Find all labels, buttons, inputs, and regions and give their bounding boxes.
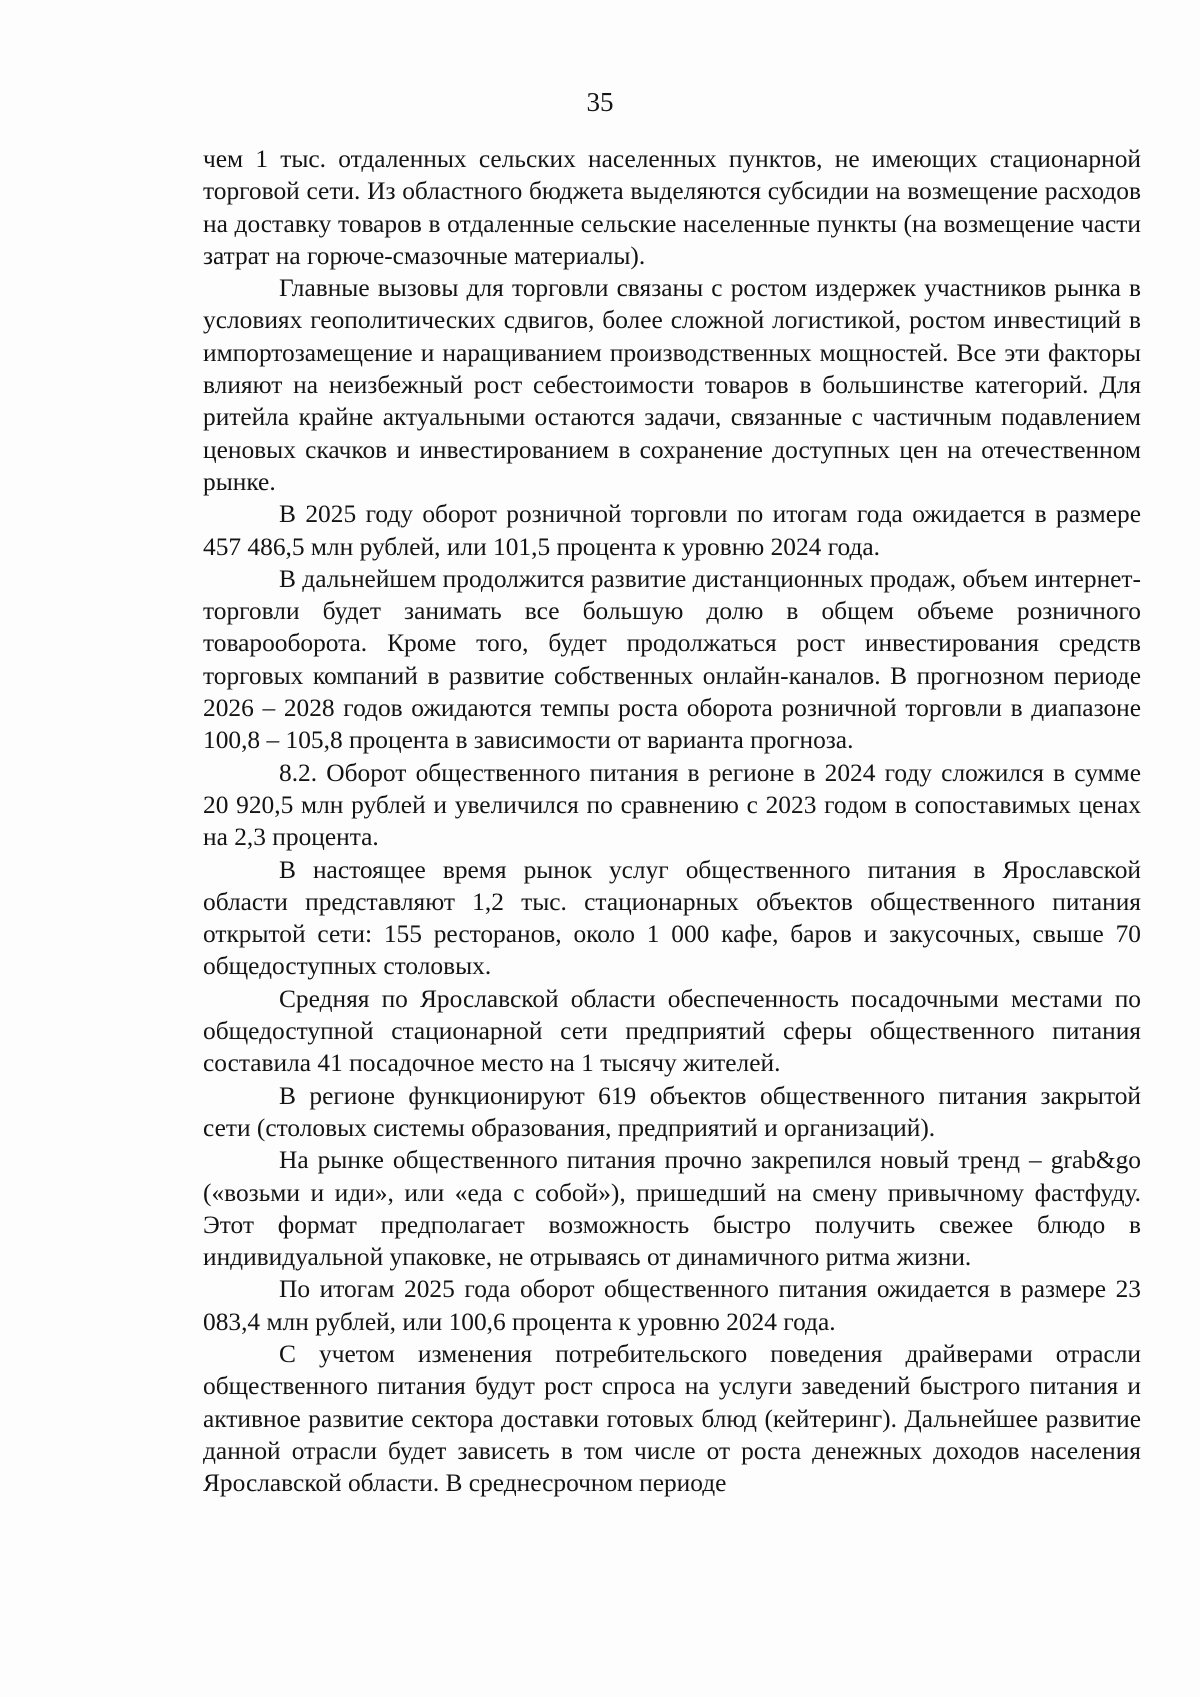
paragraph-catering-turnover-2024: 8.2. Оборот общественного питания в регионе в 2024 году сложился в сумме 20 920,5 млн рублей и увеличился по сравнению с 2023 годом в сопоставимых ценах на 2,3 процента.	[203, 758, 1141, 852]
paragraph-industry-drivers: С учетом изменения потребительского поведения драйверами отрасли общественного питания будут рост спроса на услуги заведений быстрого питания и активное развитие сектора доставки готовых блюд (кейтеринг). Дальнейшее развитие данной отрасли будет зависеть в том числе от роста денежных доходов населения Ярославской области. В среднесрочном периоде	[203, 1339, 1141, 1498]
paragraph-trade-challenges: Главные вызовы для торговли связаны с ростом издержек участников рынка в условиях геополитических сдвигов, более сложной логистикой, ростом инвестиций в импортозамещение и наращиванием производственных мощностей. Все эти факторы влияют на неизбежный рост себестоимости товаров в большинстве категорий. Для ритейла крайне актуальными остаются задачи, связанные с частичным подавлением ценовых скачков и инвестированием в сохранение доступных цен на отечественном рынке.	[203, 274, 1141, 496]
document-body	[203, 143, 1141, 1499]
paragraph-seating-provision: Средняя по Ярославской области обеспеченность посадочными местами по общедоступной стационарной сети предприятий сферы общественного питания составила 41 посадочное место на 1 тысячу жителей.	[203, 984, 1141, 1078]
paragraph-grab-and-go: На рынке общественного питания прочно закрепился новый тренд – grab&go («возьми и иди», или «еда с собой»), пришедший на смену привычному фастфуду. Этот формат предполагает возможность быстро получить свежее блюдо в индивидуальной упаковке, не отрываясь от динамичного ритма жизни.	[203, 1146, 1141, 1272]
paragraph-distance-sales: В дальнейшем продолжится развитие дистанционных продаж, объем интернет-торговли будет занимать все большую долю в общем объеме розничного товарооборота. Кроме того, будет продолжаться рост инвестирования средств торговых компаний в развитие собственных онлайн-каналов. В прогнозном периоде 2026 – 2028 годов ожидаются темпы роста оборота розничной торговли в диапазоне 100,8 – 105,8 процента в зависимости от варианта прогноза.	[203, 564, 1141, 755]
paragraph-catering-turnover-2025: По итогам 2025 года оборот общественного питания ожидается в размере 23 083,4 млн рублей, или 100,6 процента к уровню 2024 года.	[203, 1275, 1141, 1336]
paragraph-catering-market: В настоящее время рынок услуг общественного питания в Ярославской области представляют 1,2 тыс. стационарных объектов общественного питания открытой сети: 155 ресторанов, около 1 000 кафе, баров и закусочных, свыше 70 общедоступных столовых.	[203, 855, 1141, 981]
paragraph-rural-delivery: чем 1 тыс. отдаленных сельских населенных пунктов, не имеющих стационарной торговой сети. Из областного бюджета выделяются субсидии на возмещение расходов на доставку товаров в отдаленные сельские населенные пункты (на возмещение части затрат на горюче-смазочные материалы).	[203, 145, 1141, 270]
paragraph-closed-network: В регионе функционируют 619 объектов общественного питания закрытой сети (столовых системы образования, предприятий и организаций).	[203, 1081, 1141, 1142]
page-number: 35	[586, 87, 614, 117]
paragraph-retail-turnover-2025: В 2025 году оборот розничной торговли по итогам года ожидается в размере 457 486,5 млн рублей, или 101,5 процента к уровню 2024 года.	[203, 500, 1141, 561]
